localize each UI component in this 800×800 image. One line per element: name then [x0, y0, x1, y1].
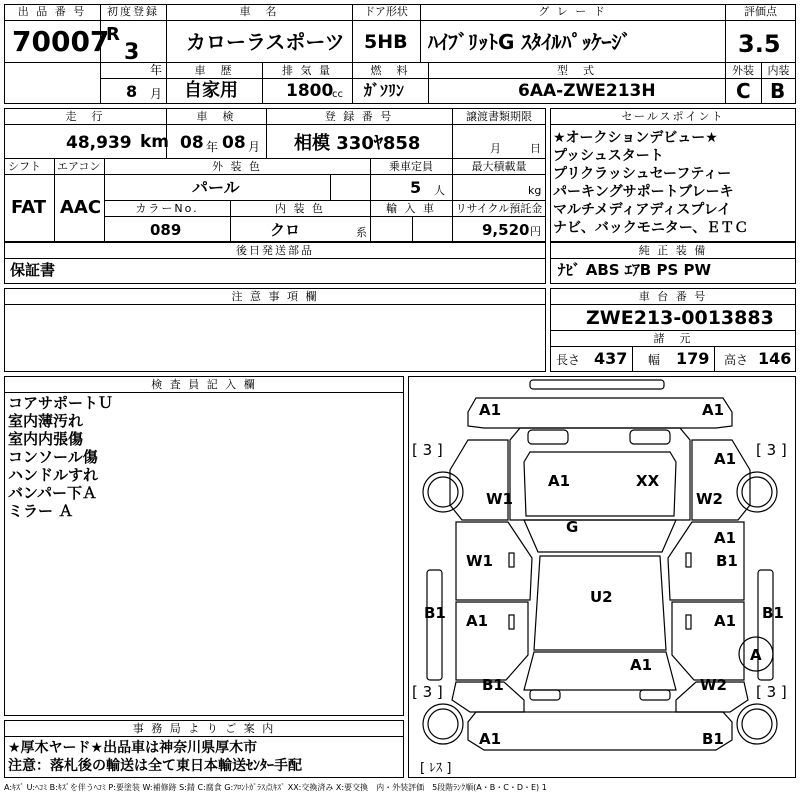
- rear-right-wheel-inner: [742, 709, 772, 739]
- grade: ﾊｲﾌﾞﾘｯﾄG ｽﾀｲﾙﾊﾟｯｹｰｼﾞ: [428, 30, 632, 54]
- exterior-label: 外装: [732, 64, 754, 77]
- model-label: 型 式: [557, 64, 596, 77]
- recycle-unit: 円: [530, 225, 541, 238]
- door-type-label: ドア形状: [364, 5, 408, 18]
- sales-points-label: セールスポイント: [621, 110, 725, 123]
- mark-rl-wheel: B1: [482, 676, 504, 694]
- import-label: 輸 入 車: [386, 202, 436, 215]
- mark-hood-right: XX: [636, 472, 660, 490]
- mark-rl-door: A1: [466, 612, 489, 630]
- handle-fl: [509, 553, 514, 567]
- handle-fr: [686, 553, 691, 567]
- car-name-label: 車 名: [239, 5, 279, 18]
- mark-windshield: G: [566, 518, 579, 536]
- handle-rr: [686, 615, 691, 629]
- recycle-label: リサイクル預託金: [455, 202, 543, 215]
- mileage-label: 走 行: [65, 110, 105, 123]
- mark-rl-bumper: A1: [479, 730, 502, 748]
- score-label: 評価点: [744, 5, 777, 18]
- rear-window: [524, 652, 676, 690]
- car-history: 自家用: [184, 80, 238, 101]
- max-load-unit: kg: [528, 184, 542, 197]
- front-left-wheel: [423, 472, 463, 512]
- mark-right-sill: B1: [762, 604, 784, 622]
- mark-spare: [ ﾚｽ ]: [420, 761, 452, 776]
- interior-grade: B: [770, 79, 786, 103]
- mark-rr-wheel: W2: [700, 676, 727, 694]
- shift: FAT: [11, 197, 47, 218]
- equipment: ﾅﾋﾞ ABS ｴｱB PS PW: [558, 261, 712, 279]
- sales-point: パーキングサポートブレーキ: [553, 184, 734, 200]
- height-label: 高さ: [724, 353, 749, 367]
- exterior-grade: C: [736, 79, 751, 103]
- history-label: 車 歴: [194, 64, 234, 77]
- model-code: 6AA-ZWE213H: [518, 81, 656, 101]
- era: R: [106, 24, 120, 45]
- mileage: 48,939: [66, 133, 132, 153]
- legend: A:ｷｽﾞ U:ﾍｺﾐ B:ｷｽﾞを伴うﾍｺﾐ P:要塗装 W:補修跡 S:錆 C:腐食 G:ﾌﾛﾝﾄｶﾞﾗｽ点ｷｽﾞ XX:交換済み X:要交換 内・外装評価 5段階ﾗﾝｸ順(A・B・C・D・E) 1: [4, 783, 547, 792]
- air-conditioner: AAC: [60, 197, 102, 218]
- later-parts: 保証書: [10, 261, 56, 279]
- rear-light-right: [640, 690, 670, 700]
- year-unit: 年: [150, 63, 163, 77]
- front-bumper: [468, 398, 732, 428]
- mark-fr-fender: A1: [714, 450, 737, 468]
- transfer-month-unit: 月: [490, 142, 501, 155]
- recycle-fee: 9,520: [482, 221, 530, 239]
- office-line-2: 注意：落札後の輸送は全て東日本輸送ｾﾝﾀｰ手配: [8, 758, 302, 774]
- office-label: 事 務 局 よ り ご 案 内: [132, 722, 276, 735]
- displacement-unit: cc: [332, 89, 343, 100]
- displacement: 1800: [286, 81, 334, 101]
- mark-fr-bumper: A1: [702, 401, 725, 419]
- sales-point: ナビ、バックモニター、ＥＴＣ: [553, 220, 749, 236]
- mark-rr-bumper: B1: [702, 730, 724, 748]
- length-label: 長さ: [556, 353, 581, 367]
- color-number-label: カラーNo.: [135, 202, 199, 215]
- length: 437: [594, 349, 628, 368]
- handle-rl: [509, 615, 514, 629]
- capacity: 5: [410, 178, 422, 197]
- interior-color: クロ: [270, 221, 301, 239]
- body-color: パール: [192, 178, 240, 197]
- door-type: 5HB: [364, 31, 408, 53]
- inspector-note: コンソール傷: [8, 448, 98, 466]
- rear-right-wheel: [737, 704, 777, 744]
- rear-left-wheel-inner: [428, 709, 458, 739]
- interior-color-unit: 系: [356, 226, 367, 239]
- width: 179: [676, 349, 710, 368]
- shift-label: シフト: [8, 160, 41, 173]
- interior-label: 内装: [767, 64, 790, 77]
- mark-trunk: A1: [630, 656, 653, 674]
- specs-label: 諸 元: [653, 332, 693, 345]
- fuel: ｶﾞｿﾘﾝ: [364, 81, 405, 100]
- later-parts-label: 後日発送部品: [236, 244, 314, 257]
- left-sill: [427, 570, 442, 680]
- office-line-1: ★厚木ヤード★出品車は神奈川県厚木市: [8, 740, 258, 756]
- sales-point: プリクラッシュセーフティー: [553, 166, 732, 182]
- body-color-label: 外 装 色: [212, 160, 262, 173]
- grade-label: グ レ ー ド: [538, 5, 607, 18]
- hood-outline: [510, 428, 690, 520]
- front-left-wheel-inner: [428, 477, 458, 507]
- inspector-note: ミラー Ａ: [8, 502, 74, 520]
- mark-rl-tire: [ 3 ]: [412, 683, 443, 701]
- capacity-label: 乗車定員: [389, 160, 433, 173]
- inspector-label: 検 査 員 記 入 欄: [151, 378, 257, 391]
- lot-number: 70007: [12, 25, 110, 58]
- mark-fr-door-2: B1: [716, 552, 738, 570]
- mark-rr-door: A1: [714, 612, 737, 630]
- front-bar: [530, 380, 664, 389]
- inspector-note: 室内薄汚れ: [8, 412, 84, 430]
- mark-roof: U2: [590, 588, 613, 606]
- front-right-wheel-inner: [742, 477, 772, 507]
- sales-point: プッシュスタート: [553, 148, 664, 164]
- evaluation-score: 3.5: [738, 30, 781, 58]
- inspection-year: 08: [180, 133, 204, 153]
- mark-fl-door: W1: [466, 552, 493, 570]
- mark-fl-bumper: A1: [479, 401, 502, 419]
- mark-fr-wheel: W2: [696, 490, 723, 508]
- front-light-left: [528, 430, 568, 444]
- inspector-note: ハンドルすれ: [8, 466, 99, 484]
- mark-hood-left: A1: [548, 472, 571, 490]
- sales-point: マルチメディアディスプレイ: [553, 202, 731, 218]
- displacement-label: 排 気 量: [282, 64, 332, 77]
- rear-bumper: [468, 712, 732, 750]
- fuel-label: 燃 料: [370, 64, 410, 77]
- transfer-day-unit: 日: [530, 142, 541, 155]
- mark-fr-door: A1: [714, 529, 737, 547]
- chassis-number-label: 車 台 番 号: [638, 290, 708, 303]
- inspection-label: 車 検: [196, 110, 236, 123]
- rear-light-left: [530, 690, 560, 700]
- equipment-label: 純 正 装 備: [638, 244, 708, 257]
- notes-label: 注 意 事 項 欄: [231, 290, 319, 303]
- color-number: 089: [150, 221, 182, 239]
- mark-fl-tire: [ 3 ]: [412, 441, 443, 459]
- front-right-wheel: [737, 472, 777, 512]
- height: 146: [758, 349, 792, 368]
- mark-fr-tire: [ 3 ]: [756, 441, 787, 459]
- month-unit: 月: [150, 87, 163, 101]
- inspector-note: バンパー下Ａ: [8, 484, 97, 502]
- car-name: カローラスポーツ: [186, 30, 345, 54]
- air-conditioner-label: エアコン: [57, 160, 101, 173]
- registration-number: 相模 330ﾔ858: [294, 133, 421, 154]
- lot-number-label: 出 品 番 号: [17, 5, 87, 18]
- inspector-note: 室内内張傷: [8, 430, 84, 448]
- front-light-right: [630, 430, 670, 444]
- capacity-unit: 人: [434, 184, 445, 197]
- sales-point: ★オークションデビュー★: [553, 130, 718, 146]
- registration-number-label: 登 録 番 号: [324, 110, 394, 123]
- registration-year: 3: [124, 40, 140, 65]
- max-load-label: 最大積載量: [471, 160, 527, 173]
- windshield: [524, 520, 676, 552]
- interior-color-label: 内 装 色: [275, 202, 325, 215]
- rear-left-wheel: [423, 704, 463, 744]
- inspector-note: コアサポートＵ: [8, 394, 114, 412]
- inspection-year-unit: 年: [206, 140, 219, 154]
- transfer-deadline-label: 譲渡書類期限: [466, 110, 532, 123]
- mileage-unit: km: [140, 132, 170, 152]
- inspection-month: 08: [222, 133, 246, 153]
- chassis-number: ZWE213-0013883: [586, 307, 774, 329]
- mark-left-sill: B1: [424, 604, 446, 622]
- first-registration-label: 初度登録: [107, 5, 159, 18]
- inspection-month-unit: 月: [248, 140, 261, 154]
- mark-rr-tire: [ 3 ]: [756, 683, 787, 701]
- registration-month: 8: [126, 82, 138, 101]
- mark-fl-wheel: W1: [486, 490, 513, 508]
- width-label: 幅: [648, 353, 661, 367]
- mark-rear-right-a: A: [750, 646, 762, 664]
